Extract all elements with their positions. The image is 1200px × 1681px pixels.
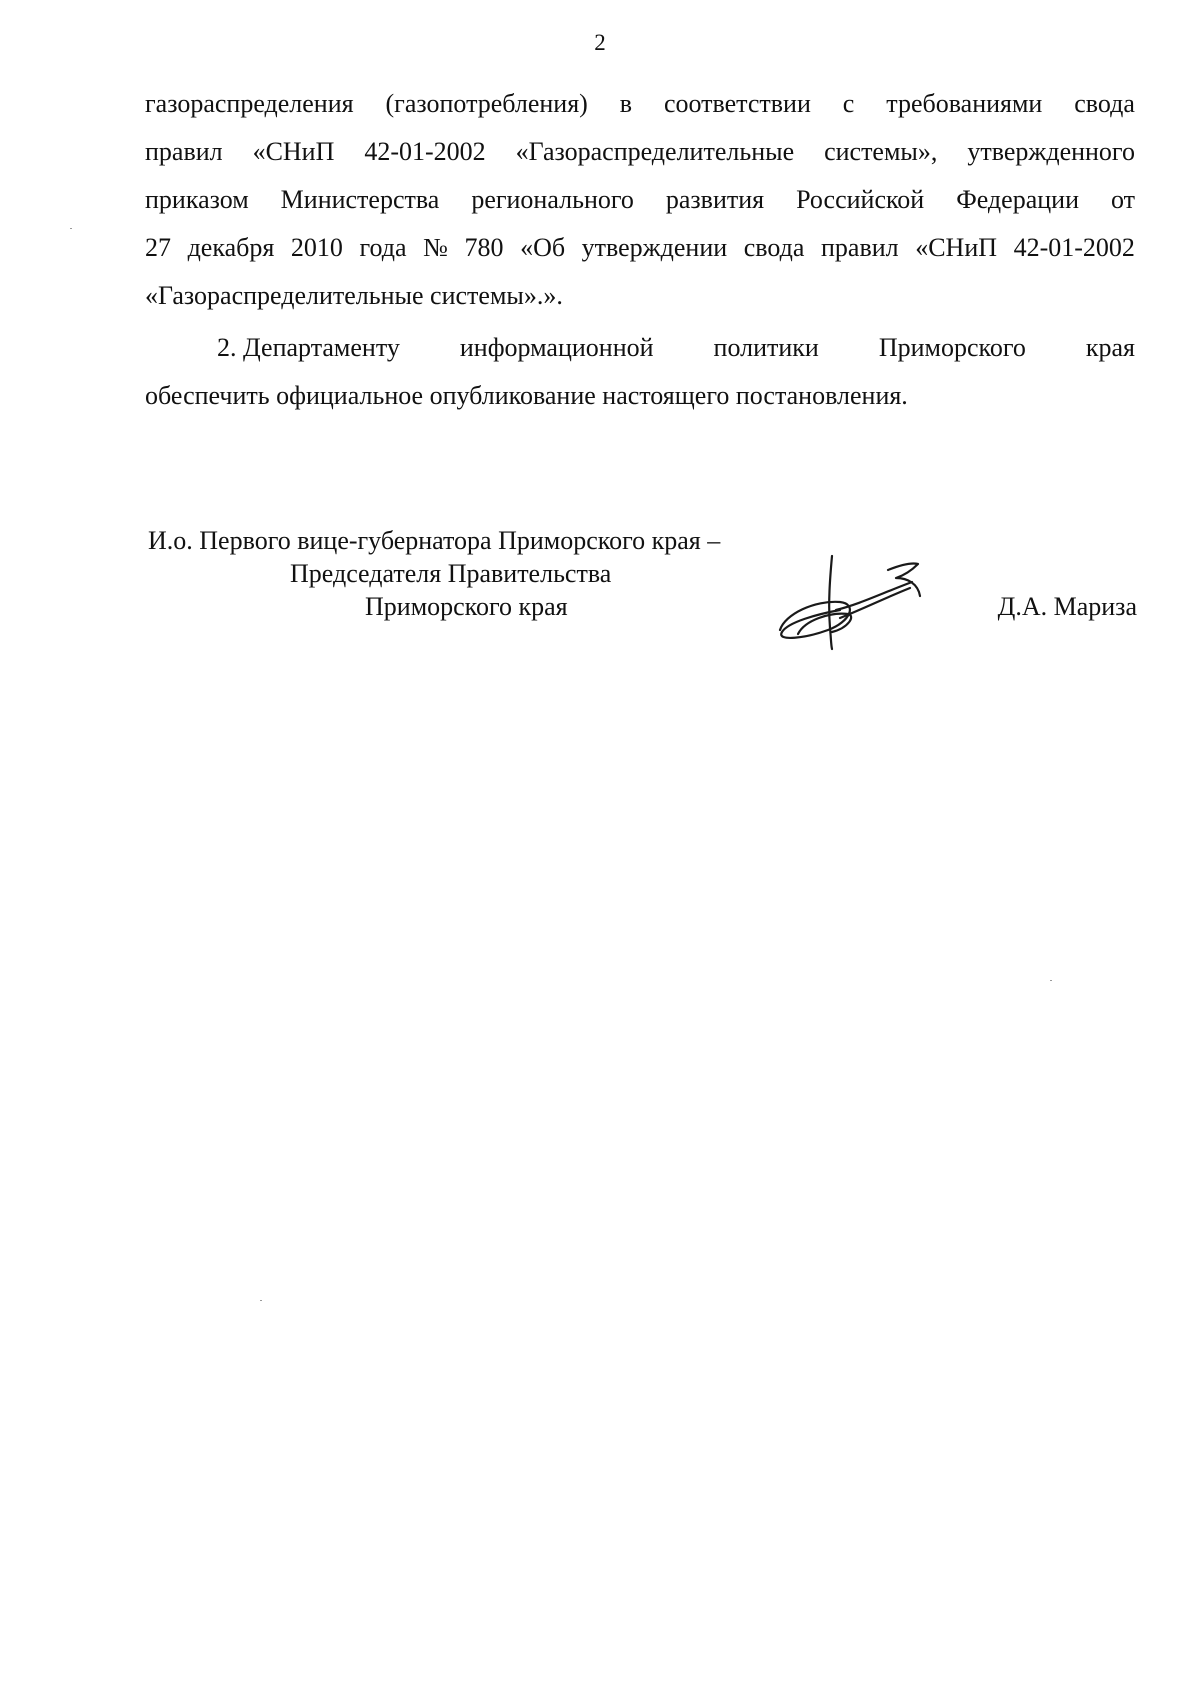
word: 2. Департаменту (217, 333, 400, 362)
handwritten-signature-icon (770, 548, 945, 653)
signer-position-line-2: Председателя Правительства (290, 559, 612, 588)
word: свода (1074, 89, 1135, 118)
paragraph-2-line-1 (145, 324, 1135, 372)
word: приказом (145, 185, 249, 214)
word: Приморского (878, 333, 1026, 362)
signer-position-line-3: Приморского края (365, 592, 568, 621)
word: газораспределения (145, 89, 354, 118)
word: 42-01-2002 (364, 137, 486, 166)
document-body (145, 80, 1135, 420)
word: развития (665, 185, 765, 214)
scan-artifact (70, 228, 72, 229)
word: системы», (824, 137, 938, 166)
word: края (1085, 333, 1135, 362)
paragraph-1-line-2 (145, 128, 1135, 176)
word: Российской (796, 185, 925, 214)
paragraph-1-line-1 (145, 80, 1135, 128)
word: утвержденного (967, 137, 1135, 166)
word: Федерации (956, 185, 1079, 214)
word: (газопотребления) (385, 89, 588, 118)
signer-position-line-1: И.о. Первого вице-губернатора Приморского края – (148, 526, 721, 555)
word: с (842, 89, 855, 118)
paragraph-1-line-5: «Газораспределительные системы».». (145, 281, 563, 310)
word: Министерства (280, 185, 440, 214)
word: «СНиП (915, 233, 998, 262)
scan-artifact (260, 1300, 262, 1301)
word: в (619, 89, 633, 118)
signer-name: Д.А. Мариза (997, 592, 1137, 621)
word: от (1110, 185, 1135, 214)
paragraph-2-line-2: обеспечить официальное опубликование настоящего постановления. (145, 381, 908, 410)
word: 27 (145, 233, 171, 262)
word: 2010 (290, 233, 343, 262)
word: 42-01-2002 (1013, 233, 1135, 262)
word: утверждении (581, 233, 728, 262)
paragraph-1 (145, 80, 1135, 320)
word: соответствии (663, 89, 811, 118)
paragraph-2 (145, 324, 1135, 420)
scan-artifact (1050, 980, 1052, 981)
paragraph-1-line-4 (145, 224, 1135, 272)
word: 780 (464, 233, 504, 262)
word: требованиями (886, 89, 1043, 118)
word: № (423, 233, 448, 262)
word: правил (145, 137, 223, 166)
word: свода (743, 233, 805, 262)
paragraph-1-line-3 (145, 176, 1135, 224)
word: информационной (459, 333, 654, 362)
word: года (359, 233, 407, 262)
word: политики (713, 333, 819, 362)
word: «Об (520, 233, 566, 262)
word: «СНиП (252, 137, 335, 166)
page-number: 2 (594, 30, 606, 55)
word: правил (821, 233, 899, 262)
word: регионального (471, 185, 634, 214)
word: «Газораспределительные (515, 137, 795, 166)
word: декабря (187, 233, 275, 262)
signature-block (145, 524, 1135, 644)
